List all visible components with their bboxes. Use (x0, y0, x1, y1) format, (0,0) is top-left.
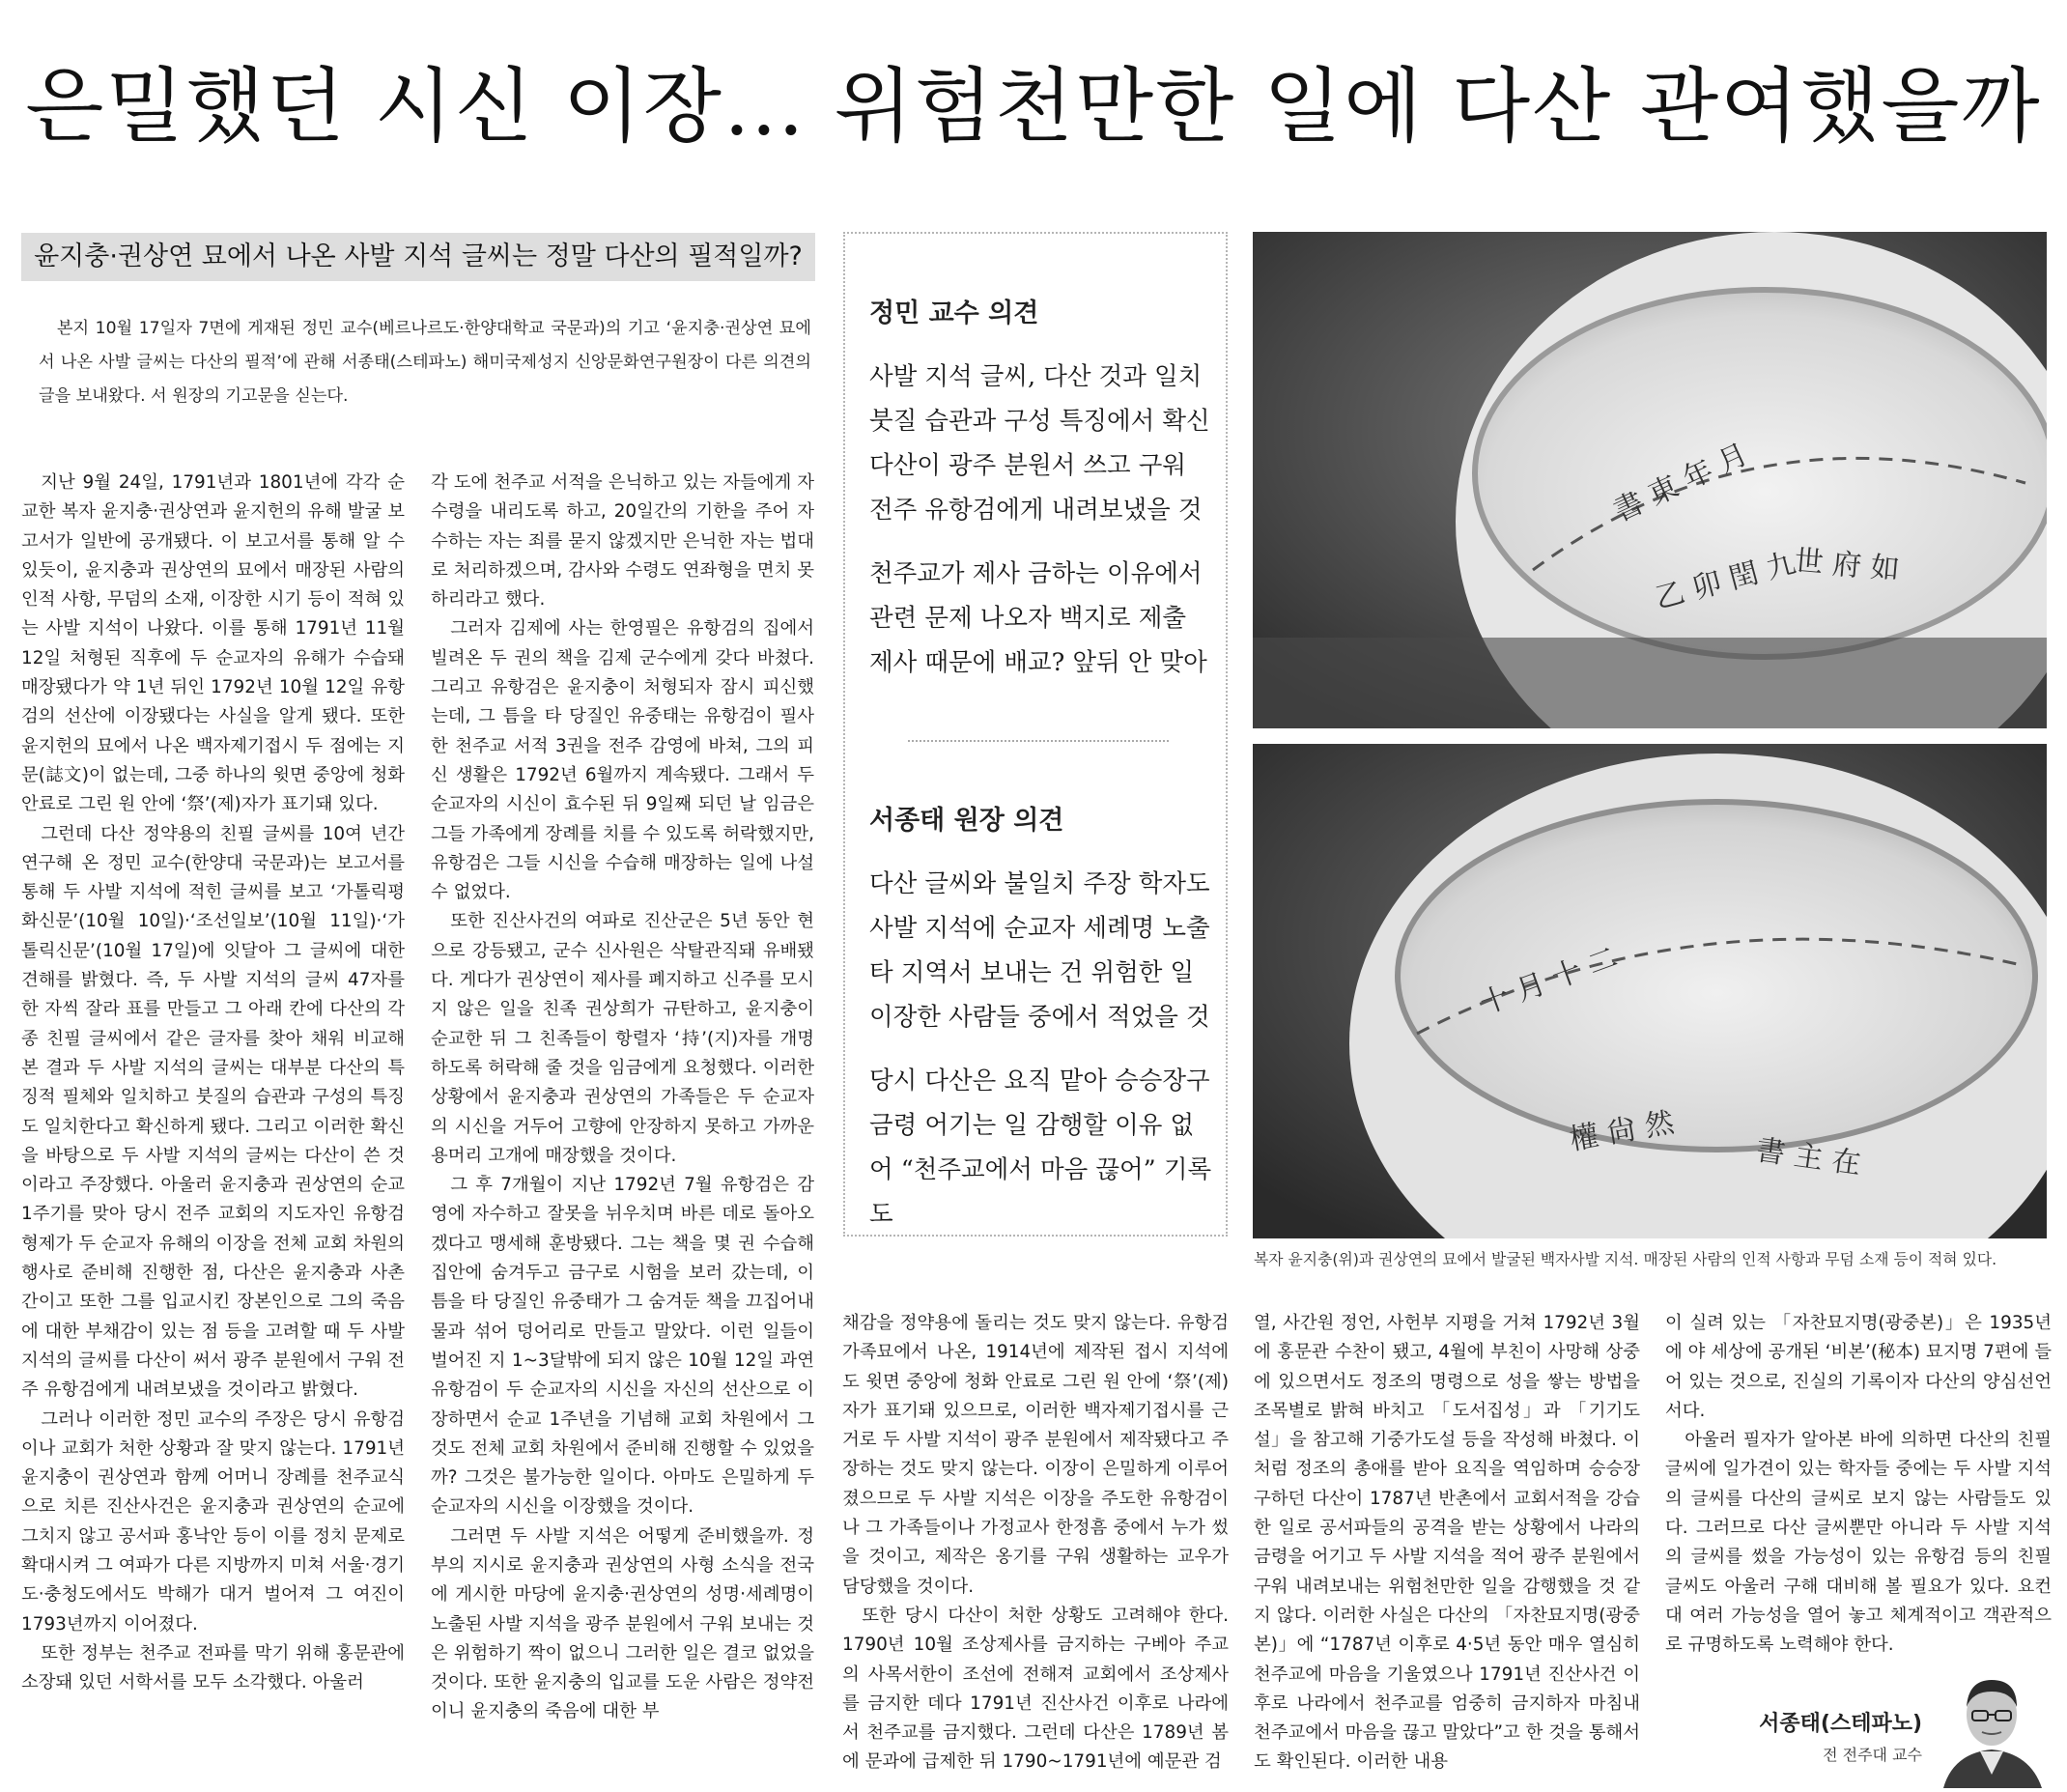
svg-text:權 尙 然: 權 尙 然 (1567, 1105, 1677, 1157)
paragraph: 그러나 이러한 정민 교수의 주장은 당시 유항검이나 교회가 처한 상황과 잘 맞지 않는다. 1791년 윤지충이 권상연과 함께 어머니 장례를 천주교식으로 치른 진산사건은 윤지충과 권상연의 순교에 그치지 않고 공서파 홍낙안 등이 이를 정치 문제로 확대시켜 그 여파가 다른 지방까지 미쳐 서울·경기도·충청도에서도 박해가 대거 벌어져 그 여진이 1793년까지 이어졌다. (21, 1408, 405, 1635)
opinion-box (843, 232, 1228, 1237)
author-photo (1934, 1668, 2050, 1788)
article-column-5 (1665, 1309, 2052, 1715)
paragraph: 지난 9월 24일, 1791년과 1801년에 각각 순교한 복자 윤지충·권상연과 윤지헌의 유해 발굴 보고서가 일반에 공개됐다. 이 보고서를 통해 알 수 있듯이, 윤지충과 권상연의 묘에서 매장된 사람의 인적 사항, 무덤의 소재, 이장한 시기 등이 적혀 있는 사발 지석이 나왔다. 이를 통해 1791년 11월 12일 처형된 직후에 두 순교자의 유해가 수습돼 매장됐다가 약 1년 뒤인 1792년 10월 12일 유항검의 선산에 이장됐다는 사실을 알게 됐다. 또한 윤지헌의 묘에서 나온 백자제기접시 두 점에는 지문(誌文)이 없는데, 그중 하나의 윗면 중앙에 청화 안료로 그린 원 안에 ‘祭’(제)자가 표기돼 있다. (21, 472, 405, 815)
article-column-3 (842, 1309, 1229, 1784)
article-column-2 (431, 469, 814, 1784)
opinion-point: 당시 다산은 요직 맡아 승승장구 금령 어기는 일 감행할 이유 없어 “천주교에서 마음 끊어” 기록도 (869, 1067, 1212, 1229)
svg-text:書 主 在: 書 主 在 (1753, 1133, 1863, 1182)
headline: 은밀했던 시신 이장… 위험천만한 일에 다산 관여했을까 (25, 59, 2042, 154)
paragraph: 또한 당시 다산이 처한 상황도 고려해야 한다. 1790년 10월 조상제사를 금지하는 구베아 주교의 사목서한이 조선에 전해져 교회에서 조상제사를 금지한 데다 1791년 진산사건 이후로 나라에서 천주교를 금지했다. 그런데 다산은 1789년 봄에 문과에 급제한 뒤 1790~1791년에 예문관 검 (842, 1605, 1229, 1773)
paragraph: 각 도에 천주교 서적을 은닉하고 있는 자들에게 자수령을 내리도록 하고, 20일간의 기한을 주어 자수하는 자는 죄를 묻지 않겠지만 은닉한 자는 법대로 처리하겠으며, 감사와 수령도 연좌형을 면치 못하리라고 했다. (431, 472, 814, 611)
paragraph: 또한 정부는 천주교 전파를 막기 위해 홍문관에 소장돼 있던 서학서를 모두 소각했다. 아울러 (21, 1642, 405, 1693)
opinion-heading-seo: 서종태 원장 의견 (869, 806, 1064, 836)
opinion-point: 사발 지석 글씨, 다산 것과 일치 붓질 습관과 구성 특징에서 확신 다산이 광주 분원서 쓰고 구워 전주 유항검에게 내려보냈을 것 (869, 362, 1210, 525)
paragraph: 열, 사간원 정언, 사헌부 지평을 거쳐 1792년 3월에 홍문관 수찬이 됐고, 4월에 부친이 사망해 상중에 있으면서도 정조의 명령으로 성을 쌓는 방법을 조목별로 밝혀 바치고 「도서집성」과 「기기도설」을 참고해 기중가도설 등을 작성해 바쳤다. 이처럼 정조의 총애를 받아 요직을 역임하며 승승장구하던 다산이 1787년 반촌에서 교회서적을 강습한 일로 공서파들의 공격을 받는 상황에서 나라의 금령을 어기고 두 사발 지석을 적어 광주 분원에서 구워 내려보내는 위험천만한 일을 감행했을 것 같지 않다. 이러한 사실은 다산의 「자찬묘지명(광중본)」에 “1787년 이후로 4·5년 동안 매우 열심히 천주교에 마음을 기울였으나 1791년 진산사건 이후로 나라에서 천주교를 엄중히 금지하자 마침내 천주교에서 마음을 끊고 말았다”고 한 것을 통해서도 확인된다. 이러한 내용 (1254, 1313, 1640, 1773)
intro-text: 본지 10월 17일자 7면에 게재된 정민 교수(베르나르도·한양대학교 국문과)의 기고 ‘윤지충·권상연 묘에서 나온 사발 글씨는 다산의 필적’에 관해 서종태(스테파노) 해미국제성지 신앙문화연구원장이 다른 의견의 글을 보내왔다. 서 원장의 기고문을 싣는다. (39, 319, 811, 406)
paragraph: 그러자 김제에 사는 한영필은 유항검의 집에서 빌려온 두 권의 책을 김제 군수에게 갖다 바쳤다. 그리고 유항검은 윤지충이 처형되자 잠시 피신했는데, 그 틈을 타 당질인 유중태는 유항검이 필사한 천주교 서적 3권을 전주 감영에 바쳐, 그의 피신 생활은 1792년 6월까지 계속됐다. 그래서 두 순교자의 시신이 효수된 뒤 9일째 되던 날 임금은 그들 가족에게 장례를 치를 수 있도록 허락했지만, 유항검은 그들 시신을 수습해 매장하는 일에 나설 수 없었다. (431, 618, 814, 903)
bowl-photo-top (1253, 232, 2047, 728)
paragraph: 그러면 두 사발 지석은 어떻게 준비했을까. 정부의 지시로 윤지충과 권상연의 사형 소식을 전국에 게시한 마당에 윤지충·권상연의 성명·세례명이 노출된 사발 지석을 광주 분원에서 구워 보내는 것은 위험하기 짝이 없으니 그러한 일은 결코 없었을 것이다. 또한 윤지충의 입교를 도운 사람은 정약전이니 윤지충의 죽음에 대한 부 (431, 1525, 814, 1722)
article-column-1 (21, 469, 405, 1784)
paragraph: 또한 진산사건의 여파로 진산군은 5년 동안 현으로 강등됐고, 군수 신사원은 삭탈관직돼 유배됐다. 게다가 권상연이 제사를 폐지하고 신주를 모시지 않은 일을 친족 권상희가 규탄하고, 윤지충이 순교한 뒤 그 친족들이 항렬자 ‘持’(지)자를 개명하도록 허락해 줄 것을 임금에게 요청했다. 이러한 상황에서 윤지충과 권상연의 가족들은 두 순교자의 시신을 거두어 고향에 안장하지 못하고 가까운 용머리 고개에 매장했을 것이다. (431, 911, 814, 1166)
paragraph: 그런데 다산 정약용의 친필 글씨를 10여 년간 연구해 온 정민 교수(한양대 국문과)는 보고서를 통해 두 사발 지석에 적힌 글씨를 보고 ‘가톨릭평화신문’(10월 10일)·‘조선일보’(10월 11일)·‘가톨릭신문’(10월 17일)에 잇달아 그 글씨에 대한 견해를 밝혔다. 즉, 두 사발 지석의 글씨 47자를 한 자씩 잘라 표를 만들고 그 아래 칸에 다산의 각종 친필 글씨에서 같은 글자를 찾아 채워 비교해 본 결과 두 사발 지석의 글씨는 대부분 다산의 특징적 필체와 일치하고 붓질의 습관과 구성의 특징도 일치한다고 확신하게 됐다. 그리고 이러한 확신을 바탕으로 두 사발 지석의 글씨는 다산이 쓴 것이라고 주장했다. 아울러 윤지충과 권상연의 순교 1주기를 맞아 당시 전주 교회의 지도자인 유항검 형제가 두 순교자 유해의 이장을 전체 교회 차원의 행사로 준비해 진행한 점, 다산은 윤지충과 사촌 간이고 또한 그를 입교시킨 장본인으로 그의 죽음에 대한 부채감이 있는 점 등을 고려할 때 두 사발 지석의 글씨를 다산이 써서 광주 분원에서 구워 전주 유항검에게 내려보냈을 것이라고 밝혔다. (21, 823, 405, 1401)
paragraph: 아울러 필자가 알아본 바에 의하면 다산의 친필 글씨에 일가견이 있는 학자들 중에는 두 사발 지석의 글씨를 다산의 글씨로 보지 않는 사람들도 있다. 그러므로 다산 글씨뿐만 아니라 두 사발 지석의 글씨를 썼을 가능성이 있는 유항검 등의 친필 글씨도 아울러 구해 대비해 볼 필요가 있다. 요컨대 여러 가능성을 열어 놓고 체계적이고 객관적으로 규명하도록 노력해야 한다. (1665, 1430, 2052, 1656)
opinion-point: 천주교가 제사 금하는 이유에서 관련 문제 나오자 백지로 제출 제사 때문에 배교? 앞뒤 안 맞아 (869, 559, 1207, 677)
bowl-photo-bottom (1253, 744, 2047, 1238)
svg-text:乙 卯 閏 九: 乙 卯 閏 九 (1652, 546, 1799, 616)
paragraph: 채감을 정약용에 돌리는 것도 맞지 않는다. 유항검 가족묘에서 나온, 1914년에 제작된 접시 지석에도 윗면 중앙에 청화 안료로 그린 원 안에 ‘祭’(제)자가 표기돼 있으므로, 이러한 백자제기접시를 근거로 두 사발 지석이 광주 분원에서 제작됐다고 주장하는 것도 맞지 않는다. 이장이 은밀하게 이루어졌으므로 두 사발 지석은 이장을 주도한 유항검이나 그 가족들이나 가정교사 한정흠 중에서 누가 썼을 것이고, 제작은 옹기를 구워 생활하는 교우가 담당했을 것이다. (842, 1313, 1229, 1597)
opinion-heading-jeong: 정민 교수 의견 (869, 299, 1039, 328)
opinion-points-jeong (869, 355, 1217, 704)
photo-caption: 복자 윤지충(위)과 권상연의 묘에서 발굴된 백자사발 지석. 매장된 사람의 인적 사항과 무덤 소재 등이 적혀 있다. (1254, 1250, 1997, 1268)
svg-text:世 府 如: 世 府 如 (1793, 544, 1902, 587)
svg-text:書 東 年 月: 書 東 年 月 (1608, 437, 1754, 529)
author-title: 전 전주대 교수 (1823, 1746, 1922, 1764)
paragraph: 그 후 7개월이 지난 1792년 7월 유항검은 감영에 자수하고 잘못을 뉘우치며 바른 데로 돌아오겠다고 맹세해 훈방됐다. 그는 책을 몇 권 수습해 집안에 숨겨두고 금구로 시험을 보러 갔는데, 이 틈을 타 당질인 유중태가 그 숨겨둔 책을 끄집어내 물과 섞어 덩어리로 만들고 말았다. 이런 일들이 벌어진 지 1~3달밖에 되지 않은 10월 12일 과연 유항검이 두 순교자의 시신을 자신의 선산으로 이장하면서 순교 1주년을 기념해 교회 차원에서 그것도 전체 교회 차원에서 준비해 진행할 수 있었을까? 그것은 불가능한 일이다. 아마도 은밀하게 두 순교자의 시신을 이장했을 것이다. (431, 1175, 814, 1518)
svg-text:十 月 十 二: 十 月 十 二 (1475, 940, 1623, 1022)
subheadline: 윤지충·권상연 묘에서 나온 사발 지석 글씨는 정말 다산의 필적일까? (21, 233, 815, 281)
author-name: 서종태(스테파노) (1759, 1712, 1922, 1736)
opinion-point: 다산 글씨와 불일치 주장 학자도 사발 지석에 순교자 세례명 노출 타 지역서 보내는 건 위험한 일 이장한 사람들 중에서 적었을 것 (869, 869, 1210, 1032)
opinion-points-seo (869, 862, 1217, 1256)
article-column-4 (1254, 1309, 1640, 1784)
divider (908, 740, 1169, 742)
paragraph: 이 실려 있는 「자찬묘지명(광중본)」은 1935년에 야 세상에 공개된 ‘비본’(秘本) 묘지명 7편에 들어 있는 것으로, 진실의 기록이자 다산의 양심선언서다. (1665, 1313, 2052, 1421)
